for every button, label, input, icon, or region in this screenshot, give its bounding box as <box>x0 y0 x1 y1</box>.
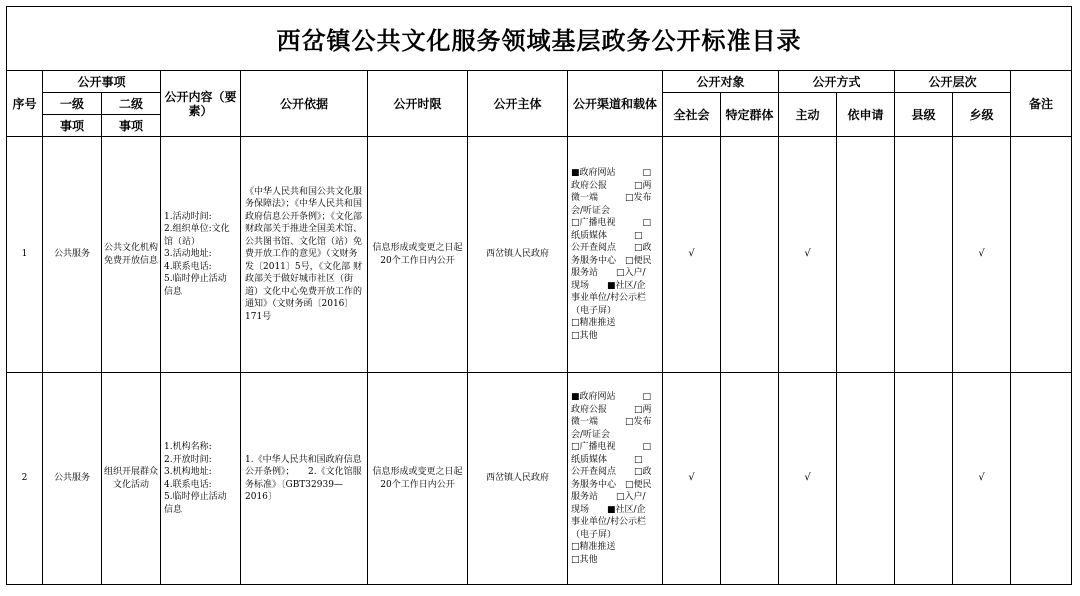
row-level1: 公共服务 <box>43 137 102 373</box>
header-target-specific: 特定群体 <box>721 93 779 137</box>
row-remark <box>1011 373 1072 585</box>
row-level-town-check: √ <box>953 373 1011 585</box>
header-subject: 公开主体 <box>468 71 568 137</box>
header-level-county: 县级 <box>895 93 953 137</box>
header-remark: 备注 <box>1011 71 1072 137</box>
header-level1-sub: 事项 <box>43 115 102 137</box>
header-basis: 公开依据 <box>241 71 368 137</box>
row-time-limit: 信息形成或变更之日起20个工作日内公开 <box>368 137 468 373</box>
row-method-active-check: √ <box>779 373 837 585</box>
catalog-table <box>6 6 1072 585</box>
header-level2-sub: 事项 <box>102 115 161 137</box>
row-seq: 2 <box>7 373 43 585</box>
row-level2: 组织开展群众文化活动 <box>102 373 161 585</box>
row-content: 1.机构名称: 2.开放时间: 3.机构地址: 4.联系电话: 5.临时停止活动 信息 <box>161 373 241 585</box>
row-level2: 公共文化机构免费开放信息 <box>102 137 161 373</box>
row-method-apply-check <box>837 137 895 373</box>
header-content: 公开内容（要素） <box>161 71 241 137</box>
table-row <box>7 373 1072 585</box>
header-target: 公开对象 <box>663 71 779 93</box>
row-level-county-check <box>895 373 953 585</box>
header-level1: 一级 <box>43 93 102 115</box>
row-channel: ■政府网站 □ 政府公报 □两 微一端 □发布 会/听证会 □广播电视 □ 纸质媒体 □ 公开查阅点 □政 务服务中心 □便民 服务站 □入户/ 现场 ■社区/企 事业单位/村公示栏 （电子屏） □精准推送 □其他 <box>568 373 663 585</box>
header-channel: 公开渠道和载体 <box>568 71 663 137</box>
header-method-active: 主动 <box>779 93 837 137</box>
header-level-town: 乡级 <box>953 93 1011 137</box>
row-method-apply-check <box>837 373 895 585</box>
header-method: 公开方式 <box>779 71 895 93</box>
header-item: 公开事项 <box>43 71 161 93</box>
row-time-limit: 信息形成或变更之日起20个工作日内公开 <box>368 373 468 585</box>
row-basis: 1.《中华人民共和国政府信息公开条例》； 2.《文化馆服务标准》〔GBT32939—2016〕 <box>241 373 368 585</box>
row-channel: ■政府网站 □ 政府公报 □两 微一端 □发布 会/听证会 □广播电视 □ 纸质媒体 □ 公开查阅点 □政 务服务中心 □便民 服务站 □入户/ 现场 ■社区/企 事业单位/村公示栏 （电子屏） □精准推送 □其他 <box>568 137 663 373</box>
header-level: 公开层次 <box>895 71 1011 93</box>
table-row <box>7 137 1072 373</box>
row-level1: 公共服务 <box>43 373 102 585</box>
row-level-town-check: √ <box>953 137 1011 373</box>
row-target-all-check: √ <box>663 137 721 373</box>
row-subject: 西岔镇人民政府 <box>468 373 568 585</box>
row-target-specific-check <box>721 373 779 585</box>
row-method-active-check: √ <box>779 137 837 373</box>
header-time-limit: 公开时限 <box>368 71 468 137</box>
row-target-all-check: √ <box>663 373 721 585</box>
row-level-county-check <box>895 137 953 373</box>
row-seq: 1 <box>7 137 43 373</box>
row-subject: 西岔镇人民政府 <box>468 137 568 373</box>
header-target-all: 全社会 <box>663 93 721 137</box>
row-remark <box>1011 137 1072 373</box>
catalog-sheet <box>6 6 1072 590</box>
row-target-specific-check <box>721 137 779 373</box>
page-title: 西岔镇公共文化服务领域基层政务公开标准目录 <box>7 7 1072 71</box>
header-method-apply: 依申请 <box>837 93 895 137</box>
row-content: 1.活动时间: 2.组织单位:文化 馆（站） 3.活动地址: 4.联系电话: 5.临时停止活动 信息 <box>161 137 241 373</box>
row-basis: 《中华人民共和国公共文化服务保障法》；《中华人民共和国政府信息公开条例》；《文化部 财政部关于推进全国美术馆、公共图书馆、文化馆（站）免费开放工作的意见》（文财务发〔2011〕5号，《文化部 财政部关于做好城市社区（街道）文化中心免费开放工作的通知》（文财务函〔2016〕171号 <box>241 137 368 373</box>
header-seq: 序号 <box>7 71 43 137</box>
header-level2: 二级 <box>102 93 161 115</box>
